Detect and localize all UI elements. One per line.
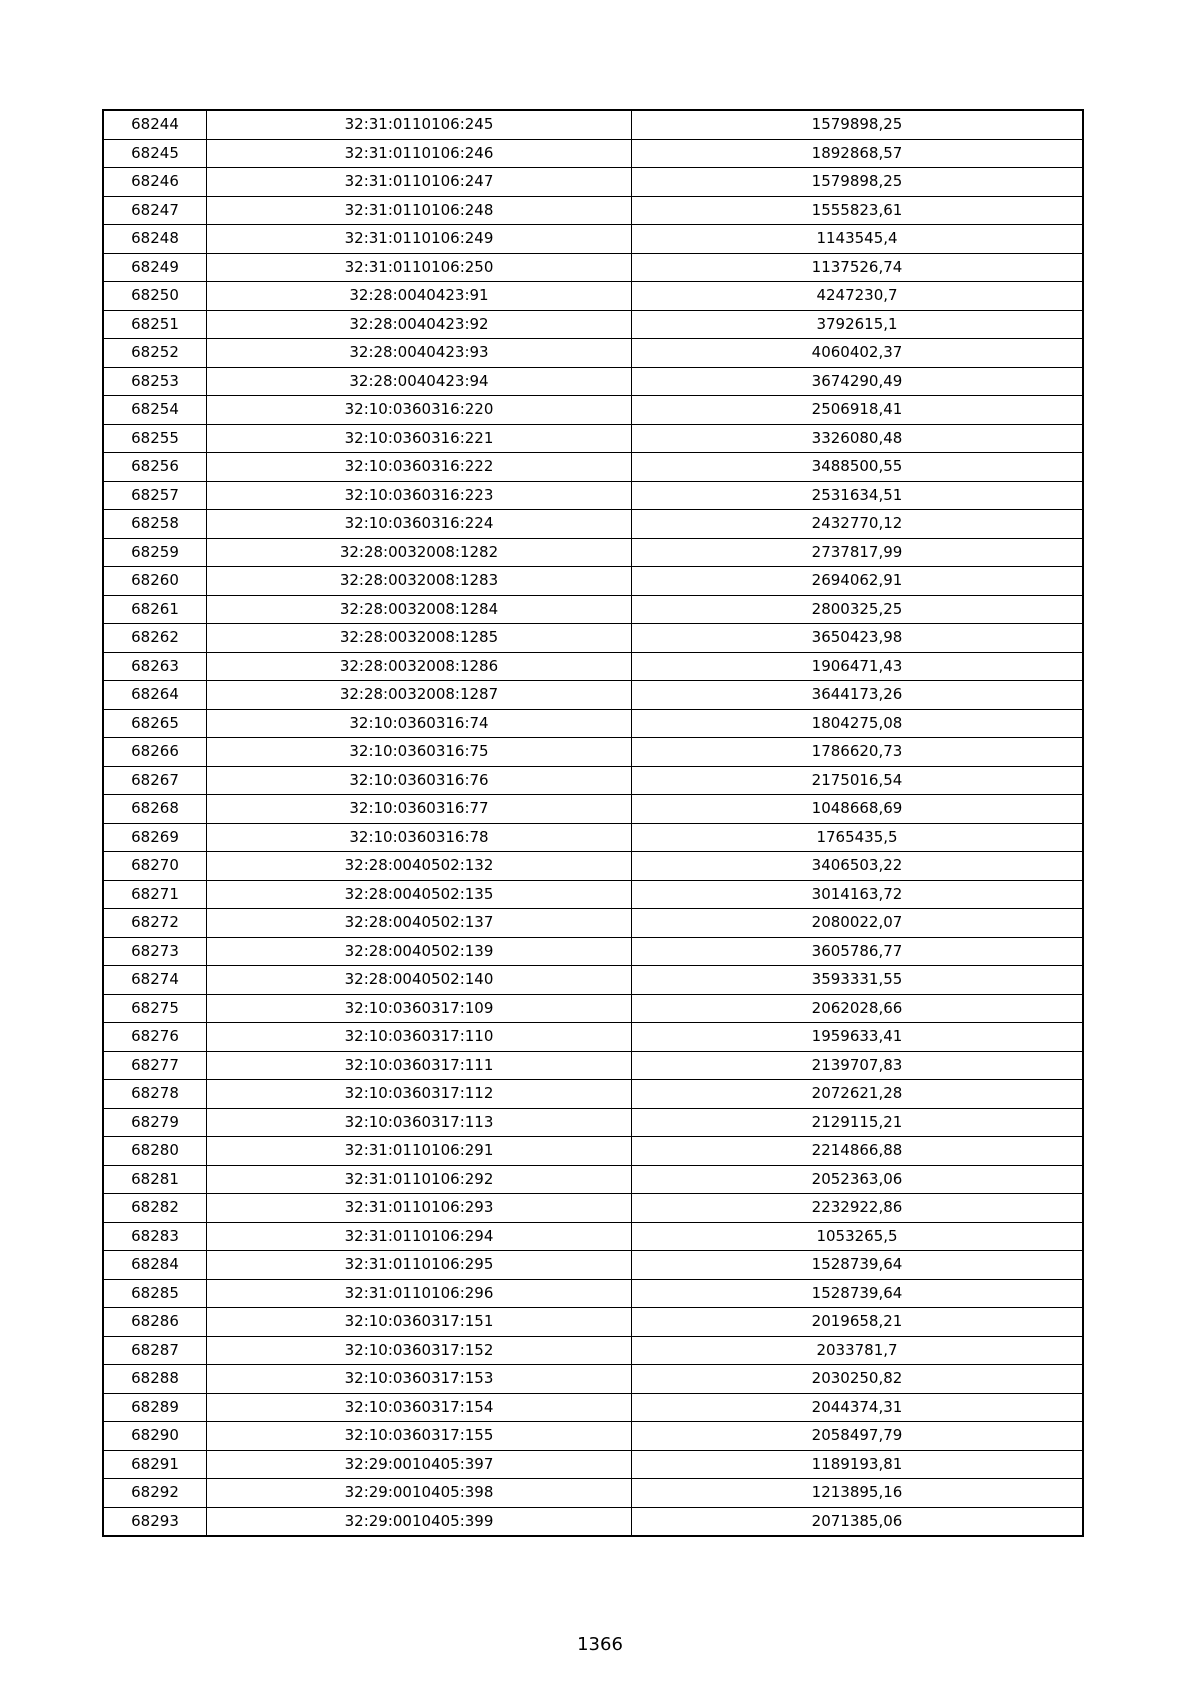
- value-cell: 3674290,49: [632, 367, 1084, 396]
- table-row: [103, 1222, 1083, 1251]
- table-row: [103, 1165, 1083, 1194]
- table-row: [103, 795, 1083, 824]
- value-cell: 1906471,43: [632, 652, 1084, 681]
- row-number-cell: 68249: [103, 253, 207, 282]
- row-number-cell: 68253: [103, 367, 207, 396]
- value-cell: 1765435,5: [632, 823, 1084, 852]
- cadastral-number-cell: 32:31:0110106:250: [207, 253, 632, 282]
- table-row: [103, 282, 1083, 311]
- cadastral-number-cell: 32:10:0360317:110: [207, 1023, 632, 1052]
- row-number-cell: 68246: [103, 168, 207, 197]
- cadastral-number-cell: 32:31:0110106:292: [207, 1165, 632, 1194]
- table-row: [103, 1365, 1083, 1394]
- cadastral-number-cell: 32:29:0010405:398: [207, 1479, 632, 1508]
- row-number-cell: 68269: [103, 823, 207, 852]
- row-number-cell: 68261: [103, 595, 207, 624]
- cadastral-number-cell: 32:31:0110106:249: [207, 225, 632, 254]
- row-number-cell: 68268: [103, 795, 207, 824]
- row-number-cell: 68245: [103, 139, 207, 168]
- table-row: [103, 310, 1083, 339]
- cadastral-number-cell: 32:31:0110106:291: [207, 1137, 632, 1166]
- table-row: [103, 909, 1083, 938]
- cadastral-number-cell: 32:10:0360316:77: [207, 795, 632, 824]
- table-row: [103, 1507, 1083, 1536]
- cadastral-number-cell: 32:10:0360317:155: [207, 1422, 632, 1451]
- table-row: [103, 1108, 1083, 1137]
- row-number-cell: 68284: [103, 1251, 207, 1280]
- table-row: [103, 367, 1083, 396]
- row-number-cell: 68287: [103, 1336, 207, 1365]
- table-row: [103, 196, 1083, 225]
- cadastral-number-cell: 32:28:0040423:92: [207, 310, 632, 339]
- value-cell: 1048668,69: [632, 795, 1084, 824]
- value-cell: 1189193,81: [632, 1450, 1084, 1479]
- table-row: [103, 852, 1083, 881]
- document-table-container: [102, 109, 1084, 1537]
- table-row: [103, 966, 1083, 995]
- table-row: [103, 1479, 1083, 1508]
- row-number-cell: 68281: [103, 1165, 207, 1194]
- table-row: [103, 1137, 1083, 1166]
- value-cell: 3593331,55: [632, 966, 1084, 995]
- table-row: [103, 453, 1083, 482]
- cadastral-number-cell: 32:31:0110106:294: [207, 1222, 632, 1251]
- value-cell: 1959633,41: [632, 1023, 1084, 1052]
- row-number-cell: 68280: [103, 1137, 207, 1166]
- table-row: [103, 253, 1083, 282]
- value-cell: 1528739,64: [632, 1251, 1084, 1280]
- row-number-cell: 68283: [103, 1222, 207, 1251]
- value-cell: 2800325,25: [632, 595, 1084, 624]
- table-row: [103, 1393, 1083, 1422]
- value-cell: 1804275,08: [632, 709, 1084, 738]
- table-row: [103, 424, 1083, 453]
- cadastral-number-cell: 32:10:0360317:154: [207, 1393, 632, 1422]
- row-number-cell: 68293: [103, 1507, 207, 1536]
- value-cell: 2072621,28: [632, 1080, 1084, 1109]
- table-row: [103, 595, 1083, 624]
- table-row: [103, 567, 1083, 596]
- table-row: [103, 937, 1083, 966]
- row-number-cell: 68258: [103, 510, 207, 539]
- cadastral-number-cell: 32:10:0360317:152: [207, 1336, 632, 1365]
- cadastral-number-cell: 32:10:0360317:112: [207, 1080, 632, 1109]
- row-number-cell: 68290: [103, 1422, 207, 1451]
- cadastral-number-cell: 32:28:0040502:140: [207, 966, 632, 995]
- row-number-cell: 68267: [103, 766, 207, 795]
- cadastral-number-cell: 32:10:0360317:151: [207, 1308, 632, 1337]
- cadastral-number-cell: 32:10:0360316:74: [207, 709, 632, 738]
- table-row: [103, 1194, 1083, 1223]
- row-number-cell: 68274: [103, 966, 207, 995]
- value-cell: 3014163,72: [632, 880, 1084, 909]
- row-number-cell: 68247: [103, 196, 207, 225]
- table-row: [103, 681, 1083, 710]
- cadastral-number-cell: 32:10:0360316:222: [207, 453, 632, 482]
- table-row: [103, 994, 1083, 1023]
- row-number-cell: 68264: [103, 681, 207, 710]
- row-number-cell: 68252: [103, 339, 207, 368]
- row-number-cell: 68262: [103, 624, 207, 653]
- cadastral-number-cell: 32:10:0360317:109: [207, 994, 632, 1023]
- row-number-cell: 68244: [103, 110, 207, 139]
- value-cell: 3650423,98: [632, 624, 1084, 653]
- row-number-cell: 68257: [103, 481, 207, 510]
- value-cell: 3644173,26: [632, 681, 1084, 710]
- value-cell: 3792615,1: [632, 310, 1084, 339]
- row-number-cell: 68282: [103, 1194, 207, 1223]
- table-row: [103, 1051, 1083, 1080]
- value-cell: 1579898,25: [632, 168, 1084, 197]
- cadastral-number-cell: 32:28:0032008:1285: [207, 624, 632, 653]
- value-cell: 2694062,91: [632, 567, 1084, 596]
- row-number-cell: 68289: [103, 1393, 207, 1422]
- row-number-cell: 68291: [103, 1450, 207, 1479]
- table-row: [103, 538, 1083, 567]
- value-cell: 1892868,57: [632, 139, 1084, 168]
- table-row: [103, 225, 1083, 254]
- row-number-cell: 68256: [103, 453, 207, 482]
- value-cell: 2058497,79: [632, 1422, 1084, 1451]
- cadastral-number-cell: 32:31:0110106:293: [207, 1194, 632, 1223]
- cadastral-number-cell: 32:31:0110106:245: [207, 110, 632, 139]
- cadastral-number-cell: 32:31:0110106:296: [207, 1279, 632, 1308]
- value-cell: 2019658,21: [632, 1308, 1084, 1337]
- value-cell: 2080022,07: [632, 909, 1084, 938]
- value-cell: 3326080,48: [632, 424, 1084, 453]
- row-number-cell: 68286: [103, 1308, 207, 1337]
- table-row: [103, 339, 1083, 368]
- cadastral-number-cell: 32:28:0032008:1283: [207, 567, 632, 596]
- cadastral-number-cell: 32:28:0040423:94: [207, 367, 632, 396]
- cadastral-number-cell: 32:28:0032008:1287: [207, 681, 632, 710]
- value-cell: 3488500,55: [632, 453, 1084, 482]
- row-number-cell: 68278: [103, 1080, 207, 1109]
- cadastral-number-cell: 32:28:0040423:91: [207, 282, 632, 311]
- cadastral-table: [102, 109, 1084, 1537]
- table-row: [103, 110, 1083, 139]
- value-cell: 2506918,41: [632, 396, 1084, 425]
- row-number-cell: 68270: [103, 852, 207, 881]
- cadastral-number-cell: 32:10:0360316:220: [207, 396, 632, 425]
- cadastral-number-cell: 32:10:0360316:76: [207, 766, 632, 795]
- table-row: [103, 880, 1083, 909]
- value-cell: 2139707,83: [632, 1051, 1084, 1080]
- value-cell: 2129115,21: [632, 1108, 1084, 1137]
- value-cell: 2175016,54: [632, 766, 1084, 795]
- cadastral-number-cell: 32:28:0040502:139: [207, 937, 632, 966]
- row-number-cell: 68279: [103, 1108, 207, 1137]
- value-cell: 1137526,74: [632, 253, 1084, 282]
- cadastral-number-cell: 32:28:0040502:132: [207, 852, 632, 881]
- cadastral-number-cell: 32:10:0360316:223: [207, 481, 632, 510]
- row-number-cell: 68259: [103, 538, 207, 567]
- value-cell: 2531634,51: [632, 481, 1084, 510]
- cadastral-number-cell: 32:28:0040502:135: [207, 880, 632, 909]
- table-row: [103, 481, 1083, 510]
- row-number-cell: 68276: [103, 1023, 207, 1052]
- row-number-cell: 68275: [103, 994, 207, 1023]
- cadastral-number-cell: 32:10:0360317:111: [207, 1051, 632, 1080]
- row-number-cell: 68288: [103, 1365, 207, 1394]
- value-cell: 2044374,31: [632, 1393, 1084, 1422]
- row-number-cell: 68292: [103, 1479, 207, 1508]
- value-cell: 2432770,12: [632, 510, 1084, 539]
- cadastral-number-cell: 32:31:0110106:246: [207, 139, 632, 168]
- value-cell: 2033781,7: [632, 1336, 1084, 1365]
- table-row: [103, 168, 1083, 197]
- value-cell: 2737817,99: [632, 538, 1084, 567]
- row-number-cell: 68251: [103, 310, 207, 339]
- value-cell: 1143545,4: [632, 225, 1084, 254]
- table-body: [103, 110, 1083, 1536]
- page-number: 1366: [577, 1634, 623, 1655]
- table-row: [103, 1422, 1083, 1451]
- value-cell: 2214866,88: [632, 1137, 1084, 1166]
- row-number-cell: 68255: [103, 424, 207, 453]
- table-row: [103, 1080, 1083, 1109]
- table-row: [103, 738, 1083, 767]
- row-number-cell: 68263: [103, 652, 207, 681]
- cadastral-number-cell: 32:29:0010405:397: [207, 1450, 632, 1479]
- row-number-cell: 68272: [103, 909, 207, 938]
- cadastral-number-cell: 32:10:0360316:221: [207, 424, 632, 453]
- row-number-cell: 68273: [103, 937, 207, 966]
- value-cell: 3406503,22: [632, 852, 1084, 881]
- row-number-cell: 68265: [103, 709, 207, 738]
- value-cell: 4060402,37: [632, 339, 1084, 368]
- cadastral-number-cell: 32:28:0040423:93: [207, 339, 632, 368]
- table-row: [103, 1450, 1083, 1479]
- value-cell: 2052363,06: [632, 1165, 1084, 1194]
- table-row: [103, 1023, 1083, 1052]
- table-row: [103, 396, 1083, 425]
- cadastral-number-cell: 32:31:0110106:247: [207, 168, 632, 197]
- table-row: [103, 709, 1083, 738]
- cadastral-number-cell: 32:28:0040502:137: [207, 909, 632, 938]
- cadastral-number-cell: 32:10:0360316:78: [207, 823, 632, 852]
- table-row: [103, 510, 1083, 539]
- value-cell: 1053265,5: [632, 1222, 1084, 1251]
- table-row: [103, 1279, 1083, 1308]
- row-number-cell: 68254: [103, 396, 207, 425]
- cadastral-number-cell: 32:10:0360317:113: [207, 1108, 632, 1137]
- cadastral-number-cell: 32:29:0010405:399: [207, 1507, 632, 1536]
- table-row: [103, 1251, 1083, 1280]
- table-row: [103, 1336, 1083, 1365]
- table-row: [103, 823, 1083, 852]
- cadastral-number-cell: 32:28:0032008:1284: [207, 595, 632, 624]
- cadastral-number-cell: 32:10:0360316:224: [207, 510, 632, 539]
- row-number-cell: 68285: [103, 1279, 207, 1308]
- table-row: [103, 139, 1083, 168]
- cadastral-number-cell: 32:28:0032008:1286: [207, 652, 632, 681]
- table-row: [103, 624, 1083, 653]
- cadastral-number-cell: 32:28:0032008:1282: [207, 538, 632, 567]
- value-cell: 2030250,82: [632, 1365, 1084, 1394]
- row-number-cell: 68277: [103, 1051, 207, 1080]
- value-cell: 1579898,25: [632, 110, 1084, 139]
- cadastral-number-cell: 32:10:0360317:153: [207, 1365, 632, 1394]
- cadastral-number-cell: 32:10:0360316:75: [207, 738, 632, 767]
- value-cell: 1786620,73: [632, 738, 1084, 767]
- value-cell: 1213895,16: [632, 1479, 1084, 1508]
- row-number-cell: 68250: [103, 282, 207, 311]
- table-row: [103, 1308, 1083, 1337]
- value-cell: 2062028,66: [632, 994, 1084, 1023]
- row-number-cell: 68271: [103, 880, 207, 909]
- row-number-cell: 68260: [103, 567, 207, 596]
- value-cell: 1555823,61: [632, 196, 1084, 225]
- value-cell: 2232922,86: [632, 1194, 1084, 1223]
- table-row: [103, 766, 1083, 795]
- value-cell: 4247230,7: [632, 282, 1084, 311]
- value-cell: 1528739,64: [632, 1279, 1084, 1308]
- row-number-cell: 68248: [103, 225, 207, 254]
- cadastral-number-cell: 32:31:0110106:248: [207, 196, 632, 225]
- table-row: [103, 652, 1083, 681]
- cadastral-number-cell: 32:31:0110106:295: [207, 1251, 632, 1280]
- row-number-cell: 68266: [103, 738, 207, 767]
- value-cell: 2071385,06: [632, 1507, 1084, 1536]
- value-cell: 3605786,77: [632, 937, 1084, 966]
